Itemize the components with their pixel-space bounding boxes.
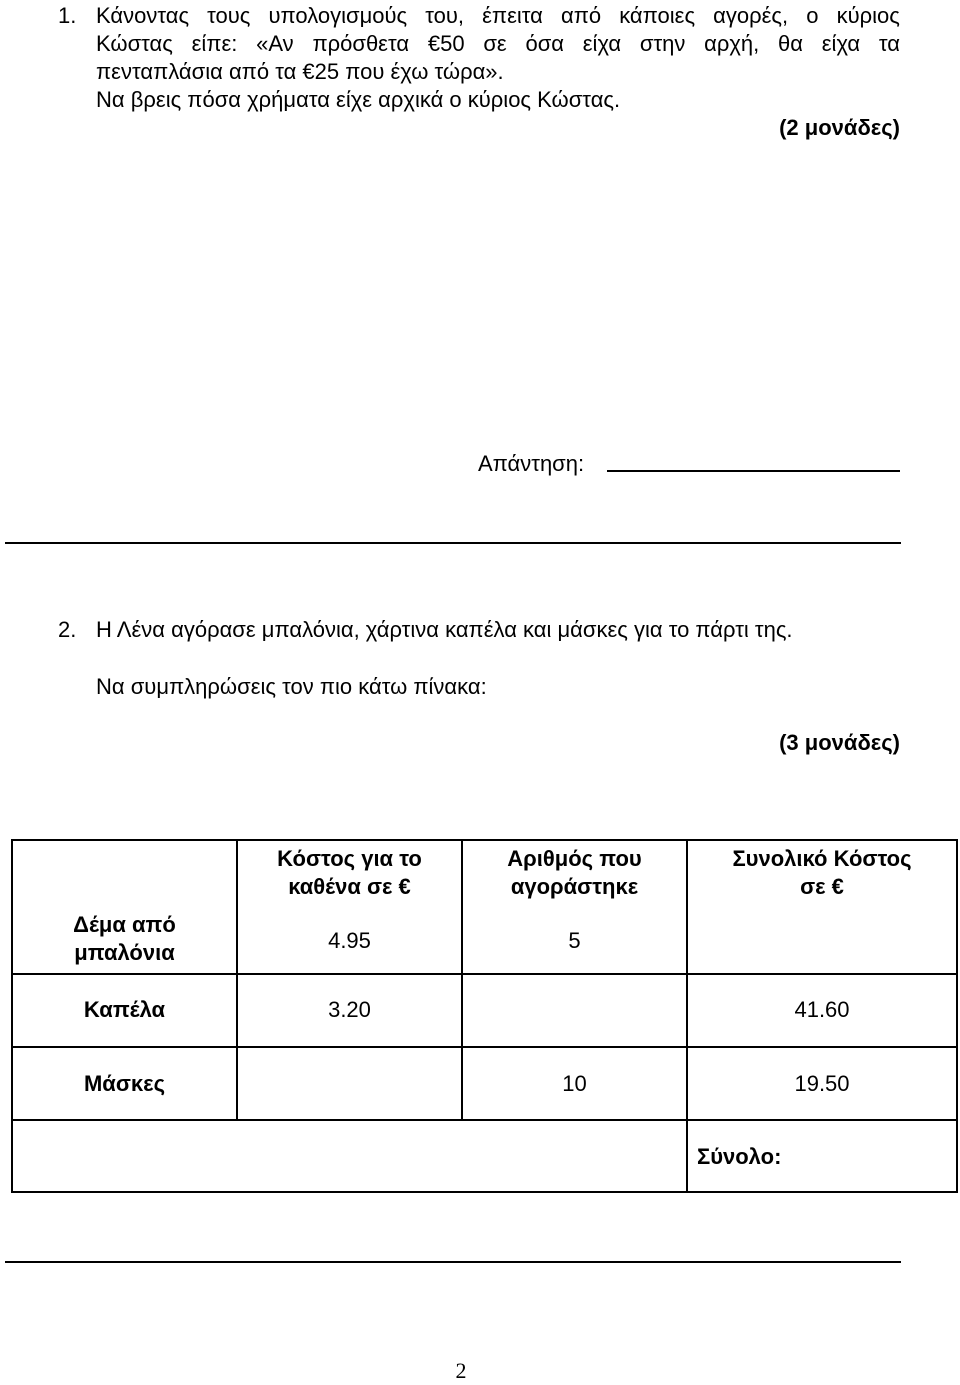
word: είχα [582,31,622,56]
word: τα [878,31,900,56]
word: στην [639,31,686,56]
question-2-instruction: Να συμπληρώσεις τον πιο κάτω πίνακα: [96,674,487,699]
header-quantity: Αριθμός που αγοράστηκε [507,846,642,899]
word: αρχή, [704,31,760,56]
question-2-number: 2. [58,617,77,642]
word: τους [207,3,251,28]
word: ο [806,3,819,28]
word: Κάνοντας [96,3,190,28]
word: από [560,3,602,28]
question-1-instruction: Να βρεις πόσα χρήματα είχε αρχικά ο κύριος Κώστας. [96,87,621,112]
word: έπειτα [482,3,543,28]
answer-line[interactable] [607,470,900,472]
word: υπολογισμούς [268,3,408,28]
table-border-bottom [11,1191,958,1193]
costs-table [11,839,958,1193]
cell-hats-cost: 3.20 [328,997,371,1022]
cell-balloons-quantity: 5 [568,928,581,953]
table-row-line [11,973,958,975]
word: αγορές, [713,3,789,28]
page-number: 2 [455,1358,467,1383]
header-cost-each: Κόστος για το καθένα σε € [277,846,422,899]
word: θα [778,31,803,56]
word: «Αν [256,31,294,56]
row-label-hats: Καπέλα [83,997,166,1022]
table-row-line [11,1119,958,1121]
word: όσα [525,31,564,56]
separator-line [5,542,901,544]
word: πρόσθετα [312,31,410,56]
cell-masks-total: 19.50 [794,1071,850,1096]
table-row-line [11,1046,958,1048]
cell-masks-quantity: 10 [562,1071,587,1096]
word: σε [483,31,507,56]
question-1-marks: (2 μονάδες) [779,115,900,140]
row-label-balloons: Δέμα από μπαλόνια [73,912,176,965]
table-border-top [11,839,958,841]
question-2-marks: (3 μονάδες) [779,730,900,755]
word: κύριος [836,3,900,28]
word: είχα [821,31,861,56]
word: του, [425,3,464,28]
question-1-line-1 [96,2,900,30]
word: €50 [427,31,465,56]
bottom-answer-line[interactable] [5,1261,901,1263]
word: κάποιες [619,3,696,28]
question-1-line-3: πενταπλάσια από τα €25 που έχω τώρα». [96,59,504,84]
question-2-line-1: Η Λένα αγόρασε μπαλόνια, χάρτινα καπέλα και μάσκες για το πάρτι της. [96,617,793,642]
word: Κώστας [96,31,173,56]
question-1-line-2 [96,30,900,58]
sum-label: Σύνολο: [697,1144,782,1169]
header-total: Συνολικό Κόστος σε € [732,846,912,899]
table-border-right [956,839,958,1193]
cell-hats-total: 41.60 [794,997,850,1022]
row-label-masks: Μάσκες [83,1071,166,1096]
word: είπε: [191,31,238,56]
answer-label: Απάντηση: [478,451,585,476]
cell-balloons-cost: 4.95 [328,928,371,953]
question-1-number: 1. [58,3,77,28]
